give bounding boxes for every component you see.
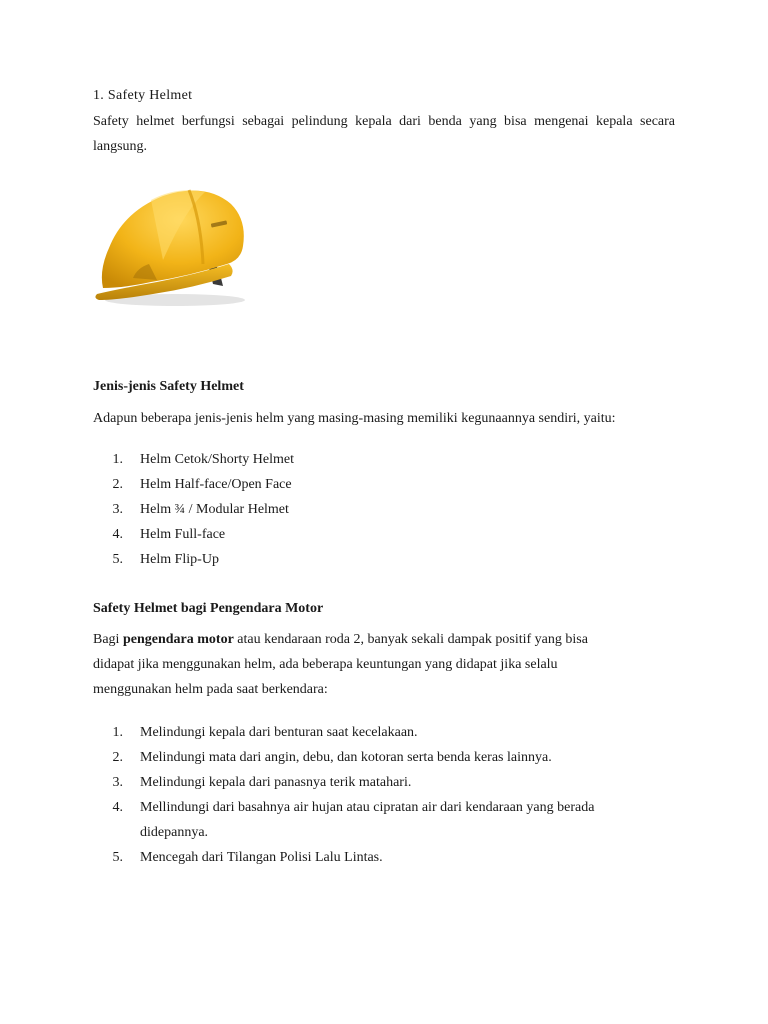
intro-prefix: Bagi xyxy=(93,632,123,647)
rider-intro xyxy=(93,627,693,702)
rider-intro-line3: menggunakan helm pada saat berkendara: xyxy=(93,682,328,697)
list-text: Helm ¾ / Modular Helmet xyxy=(140,502,289,517)
list-number: 5. xyxy=(112,552,123,567)
list-text: Mellindungi dari basahnya air hujan atau cipratan air dari kendaraan yang berada xyxy=(140,800,595,815)
list-text: Helm Half-face/Open Face xyxy=(140,477,292,492)
intro-bold: pengendara motor xyxy=(122,632,234,647)
types-heading: Jenis-jenis Safety Helmet xyxy=(93,379,244,394)
list-number: 2. xyxy=(112,750,123,765)
list-text: Melindungi kepala dari benturan saat kecelakaan. xyxy=(140,725,418,740)
list-number: 4. xyxy=(112,527,123,542)
list-number: 4. xyxy=(112,800,123,815)
list-text: Melindungi mata dari angin, debu, dan kotoran serta benda keras lainnya. xyxy=(140,750,552,765)
section-title: 1. Safety Helmet xyxy=(93,88,193,103)
list-number: 1. xyxy=(112,725,123,740)
safety-helmet-image xyxy=(93,160,249,308)
list-number: 5. xyxy=(112,850,123,865)
types-list xyxy=(93,452,693,572)
rider-intro-line2: didapat jika menggunakan helm, ada beberapa keuntungan yang didapat jika selalu xyxy=(93,657,558,672)
list-number: 3. xyxy=(112,775,123,790)
list-text: Helm Cetok/Shorty Helmet xyxy=(140,452,294,467)
intro-rest: atau kendaraan roda 2, banyak sekali dampak positif yang bisa xyxy=(233,632,588,647)
list-number: 1. xyxy=(112,452,123,467)
list-text: Melindungi kepala dari panasnya terik matahari. xyxy=(140,775,412,790)
list-text: Helm Full-face xyxy=(140,527,226,542)
rider-intro-line1 xyxy=(93,627,693,652)
list-text: Mencegah dari Tilangan Polisi Lalu Lintas. xyxy=(140,850,383,865)
list-number: 3. xyxy=(112,502,123,517)
section-description: Safety helmet berfungsi sebagai pelindung kepala dari benda yang bisa mengenai kepala secara langsung. xyxy=(93,114,675,154)
benefits-list xyxy=(93,725,693,875)
list-number: 2. xyxy=(112,477,123,492)
list-text: Helm Flip-Up xyxy=(140,552,219,567)
types-intro: Adapun beberapa jenis-jenis helm yang masing-masing memiliki kegunaannya sendiri, yaitu: xyxy=(93,411,616,426)
list-text: didepannya. xyxy=(140,825,209,840)
helmet-illustration xyxy=(93,160,249,308)
rider-heading: Safety Helmet bagi Pengendara Motor xyxy=(93,601,324,616)
